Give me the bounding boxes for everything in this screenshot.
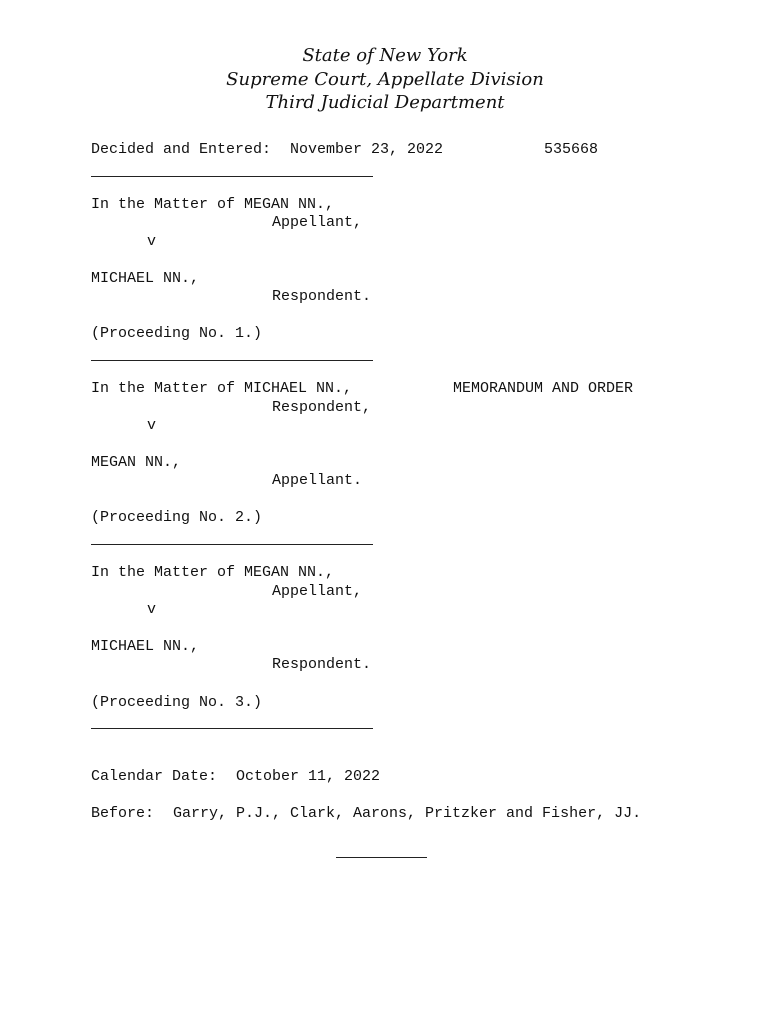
opposing-party: MICHAEL NN., bbox=[91, 638, 200, 655]
section-rule bbox=[91, 544, 373, 545]
party-role: Respondent. bbox=[272, 288, 372, 305]
memorandum-title: MEMORANDUM AND ORDER bbox=[453, 380, 634, 397]
matter-line: In the Matter of MEGAN NN., bbox=[91, 196, 335, 213]
party-role: Appellant, bbox=[272, 214, 363, 231]
court-line: Supreme Court, Appellate Division bbox=[226, 68, 544, 90]
matter-line: In the Matter of MEGAN NN., bbox=[91, 564, 335, 581]
section-rule bbox=[91, 728, 373, 729]
section-rule bbox=[91, 360, 373, 361]
proceeding-number: (Proceeding No. 3.) bbox=[91, 694, 263, 711]
court-header bbox=[0, 44, 770, 115]
decided-date: November 23, 2022 bbox=[290, 141, 444, 158]
party-role: Appellant. bbox=[272, 472, 363, 489]
versus-mark: v bbox=[147, 417, 157, 434]
proceeding-number: (Proceeding No. 2.) bbox=[91, 509, 263, 526]
opposing-party: MEGAN NN., bbox=[91, 454, 182, 471]
versus-mark: v bbox=[147, 233, 157, 250]
opposing-party: MICHAEL NN., bbox=[91, 270, 200, 287]
docket-number: 535668 bbox=[544, 141, 599, 158]
section-rule bbox=[91, 176, 373, 177]
decided-label: Decided and Entered: bbox=[91, 141, 272, 158]
department-line: Third Judicial Department bbox=[265, 92, 505, 113]
state-line: State of New York bbox=[302, 45, 468, 66]
calendar-date: October 11, 2022 bbox=[236, 768, 381, 785]
party-role: Respondent, bbox=[272, 399, 372, 416]
party-role: Appellant, bbox=[272, 583, 363, 600]
before-label: Before: bbox=[91, 805, 155, 822]
versus-mark: v bbox=[147, 601, 157, 618]
matter-line: In the Matter of MICHAEL NN., bbox=[91, 380, 353, 397]
justices-list: Garry, P.J., Clark, Aarons, Pritzker and Fisher, JJ. bbox=[173, 805, 642, 822]
proceeding-number: (Proceeding No. 1.) bbox=[91, 325, 263, 342]
party-role: Respondent. bbox=[272, 656, 372, 673]
calendar-label: Calendar Date: bbox=[91, 768, 218, 785]
closing-rule bbox=[336, 857, 427, 858]
